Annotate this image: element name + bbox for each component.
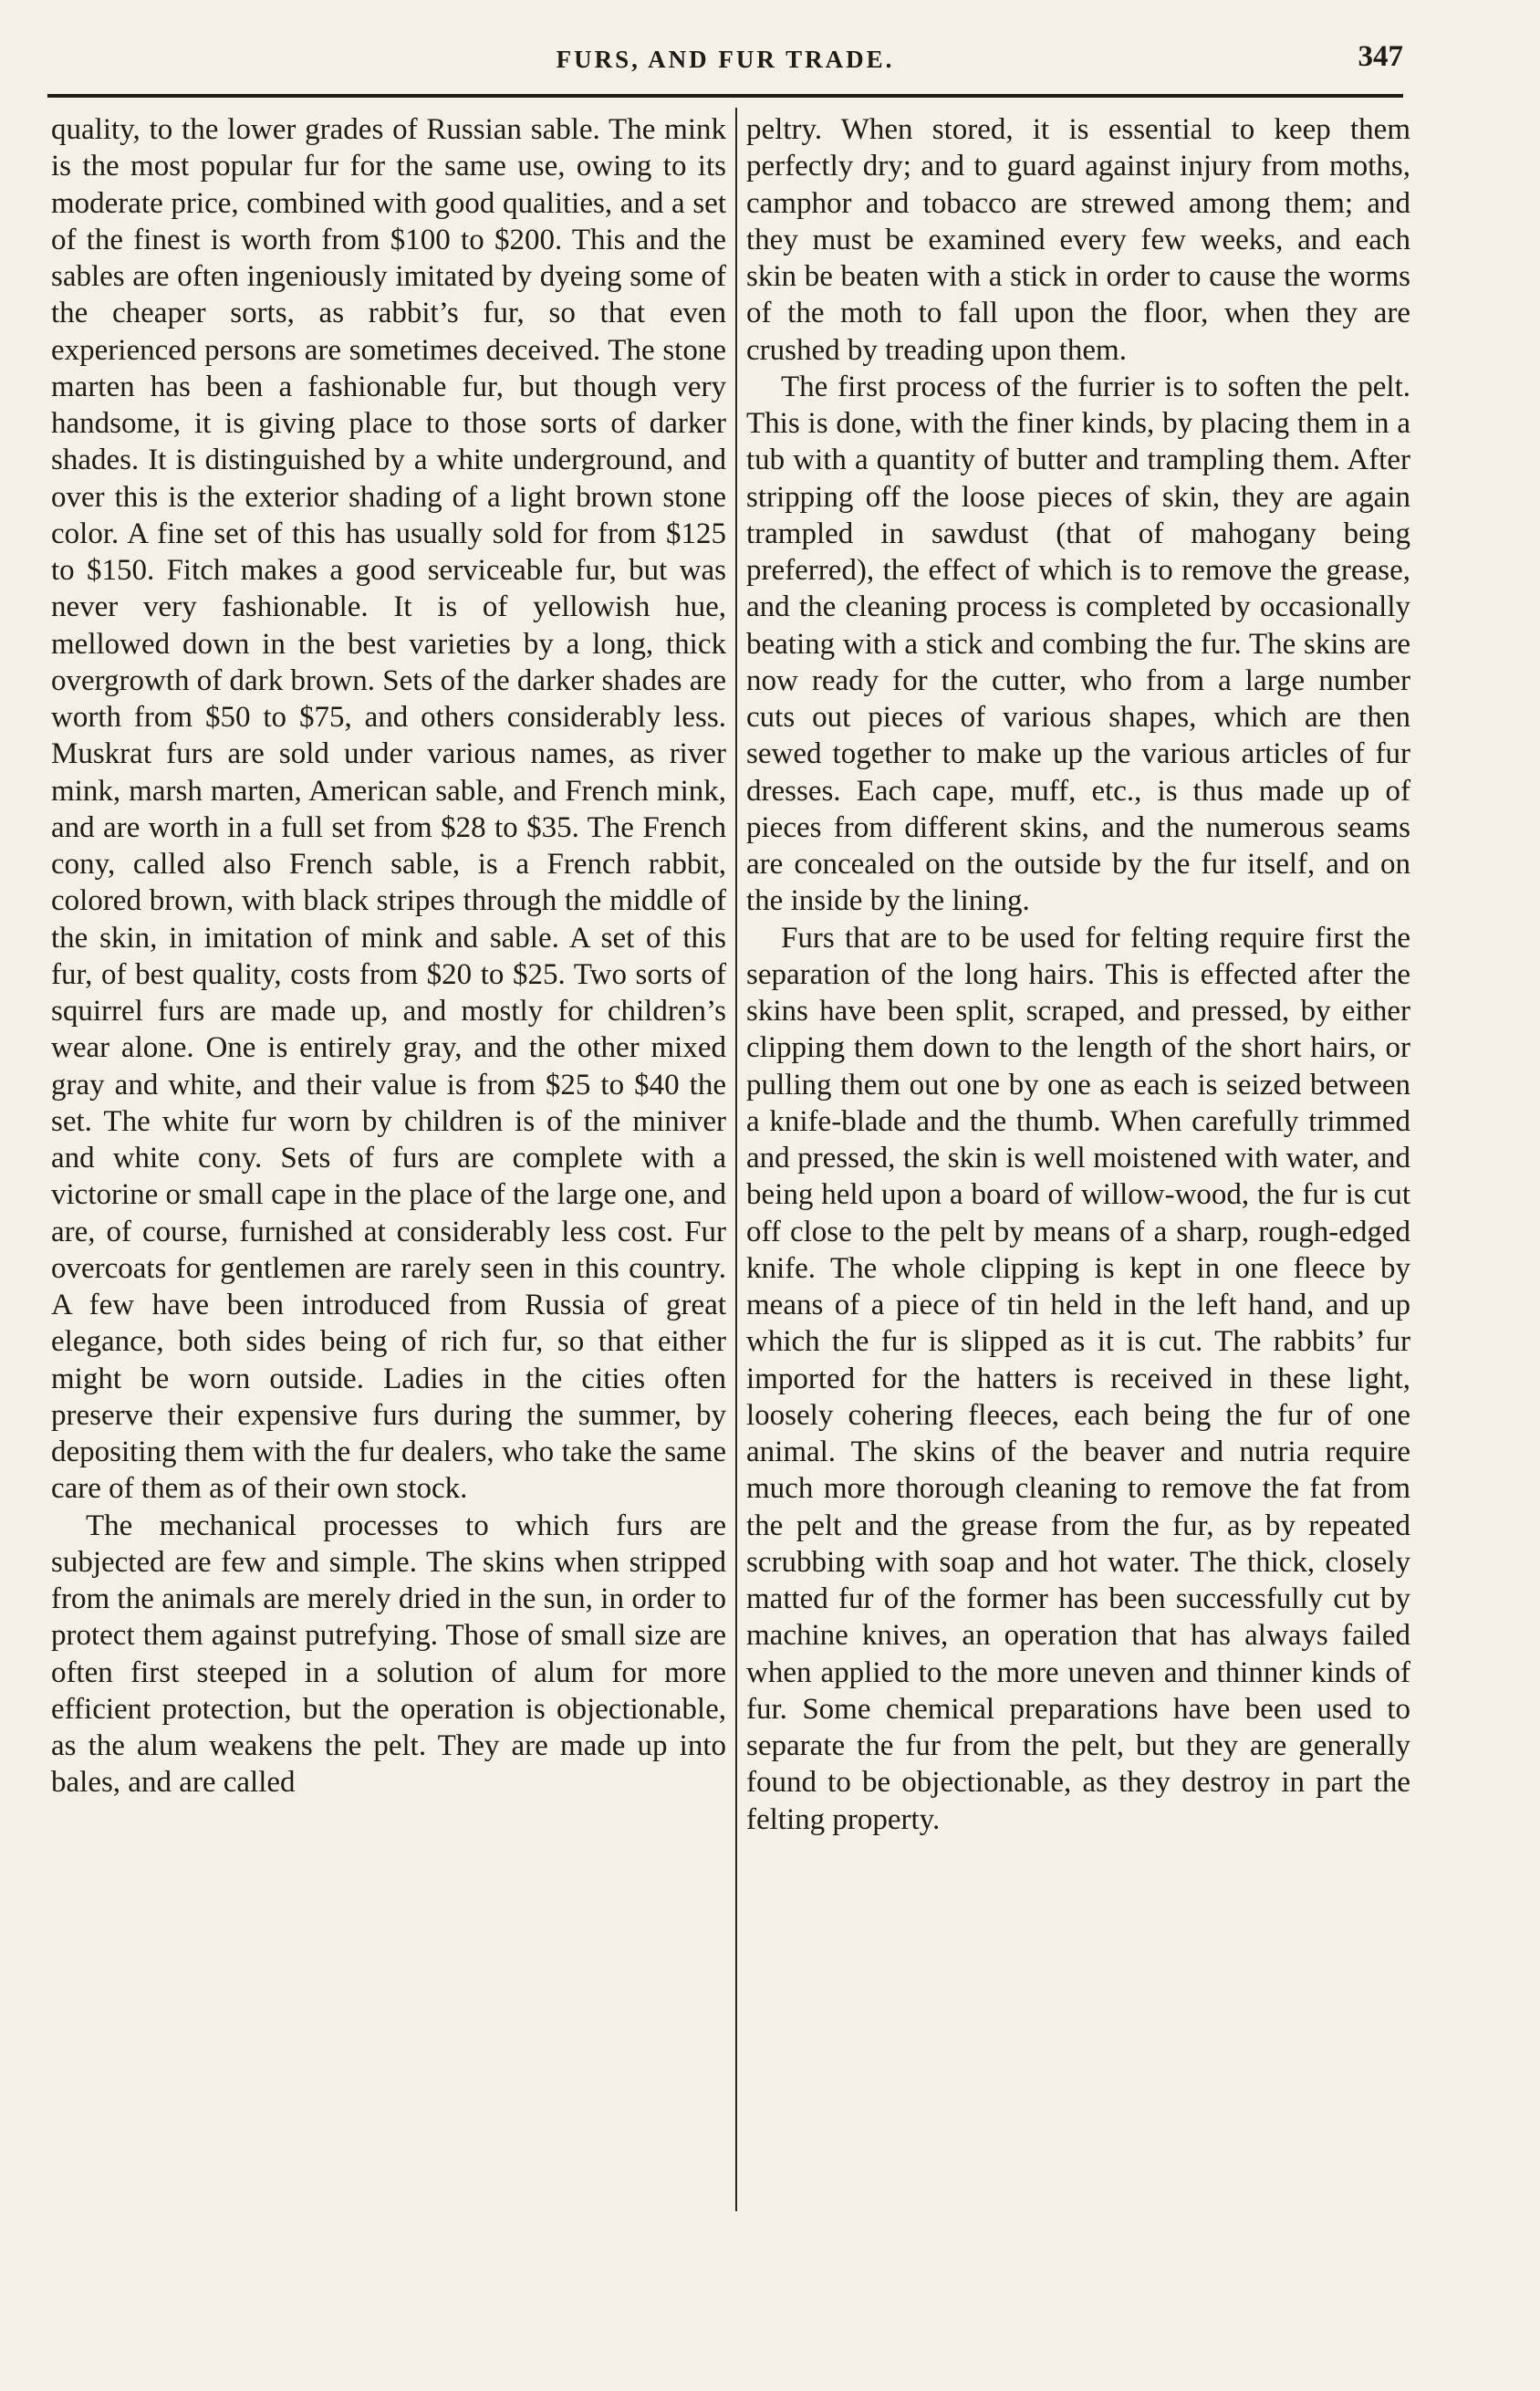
paragraph: The mechanical processes to which furs are subjected are few and simple. The skins when stripped from the animals are merely dried in the sun, in order to protect them against putrefying. Those of small size are often first steeped in a solution of alum for more efficient protection, but the operation is objectionable, as the alum weakens the pelt. They are made up into bales, and are called xyxy=(51,1509,726,1800)
running-head xyxy=(47,40,1403,86)
paragraph: Furs that are to be used for felting require first the separation of the long hairs. This is effected after the skins have been split, scraped, and pressed, by either clipping them down to the length of the short hairs, or pulling them out one by one as each is seized between a knife-blade and the thumb. When carefully trimmed and pressed, the skin is well moistened with water, and being held upon a board of willow-wood, the fur is cut off close to the pelt by means of a sharp, rough-edged knife. The whole clipping is kept in one fleece by means of a piece of tin held in the left hand, and up which the fur is slipped as it is cut. The rabbits’ fur imported for the hatters is received in these light, loosely cohering fleeces, each being the fur of one animal. The skins of the beaver and nutria require much more thorough cleaning to remove the fat from the pelt and the grease from the fur, as by repeated scrubbing with soap and hot water. The thick, closely matted fur of the former has been successfully cut by machine knives, an operation that has always failed when applied to the more uneven and thinner kinds of fur. Some chemical preparations have been used to separate the fur from the pelt, but they are generally found to be objectionable, as they destroy in part the felting property. xyxy=(746,921,1410,1836)
right-column xyxy=(746,111,1410,2229)
paragraph: The first process of the furrier is to soften the pelt. This is done, with the finer kinds, by placing them in a tub with a quantity of butter and trampling them. After stripping off the loose pieces of skin, they are again trampled in sawdust (that of mahogany being preferred), the effect of which is to remove the grease, and the cleaning process is completed by occasionally beating with a stick and combing the fur. The skins are now ready for the cutter, who from a large number cuts out pieces of various shapes, which are then sewed together to make up the various articles of fur dresses. Each cape, muff, etc., is thus made up of pieces from different skins, and the numerous seams are concealed on the outside by the fur itself, and on the inside by the lining. xyxy=(746,370,1410,918)
header-rule xyxy=(47,94,1403,98)
paragraph: peltry. When stored, it is essential to keep them perfectly dry; and to guard against injury from moths, camphor and tobacco are strewed among them; and they must be examined every few weeks, and each skin be beaten with a stick in order to cause the worms of the moth to fall upon the floor, when they are crushed by treading upon them. xyxy=(746,113,1410,367)
left-column xyxy=(51,111,726,2229)
page-number: 347 xyxy=(1358,40,1403,73)
column-divider xyxy=(735,108,737,2211)
paragraph: quality, to the lower grades of Russian sable. The mink is the most popular fur for the same use, owing to its moderate price, combined with good qualities, and a set of the finest is worth from $100 to $200. This and the sables are often ingeniously imitated by dyeing some of the cheaper sorts, as rabbit’s fur, so that even experienced persons are sometimes deceived. The stone marten has been a fashionable fur, but though very handsome, it is giving place to those sorts of darker shades. It is distinguished by a white underground, and over this is the exterior shading of a light brown stone color. A fine set of this has usually sold for from $125 to $150. Fitch makes a good serviceable fur, but was never very fashionable. It is of yellowish hue, mellowed down in the best varieties by a long, thick overgrowth of dark brown. Sets of the darker shades are worth from $50 to $75, and others considerably less. Muskrat furs are sold under various names, as river mink, marsh marten, American sable, and French mink, and are worth in a full set from $28 to $35. The French cony, called also French sable, is a French rabbit, colored brown, with black stripes through the middle of the skin, in imitation of mink and sable. A set of this fur, of best quality, costs from $20 to $25. Two sorts of squirrel furs are made up, and mostly for children’s wear alone. One is entirely gray, and the other mixed gray and white, and their value is from $25 to $40 the set. The white fur worn by children is of the miniver and white cony. Sets of furs are complete with a victorine or small cape in the place of the large one, and are, of course, furnished at considerably less cost. Fur overcoats for gentlemen are rarely seen in this country. A few have been introduced from Russia of great elegance, both sides being of rich fur, so that either might be worn outside. Ladies in the cities often preserve their expensive furs during the summer, by depositing them with the fur dealers, who take the same care of them as of their own stock. xyxy=(51,113,726,1506)
running-title: FURS, AND FUR TRADE. xyxy=(556,46,895,73)
